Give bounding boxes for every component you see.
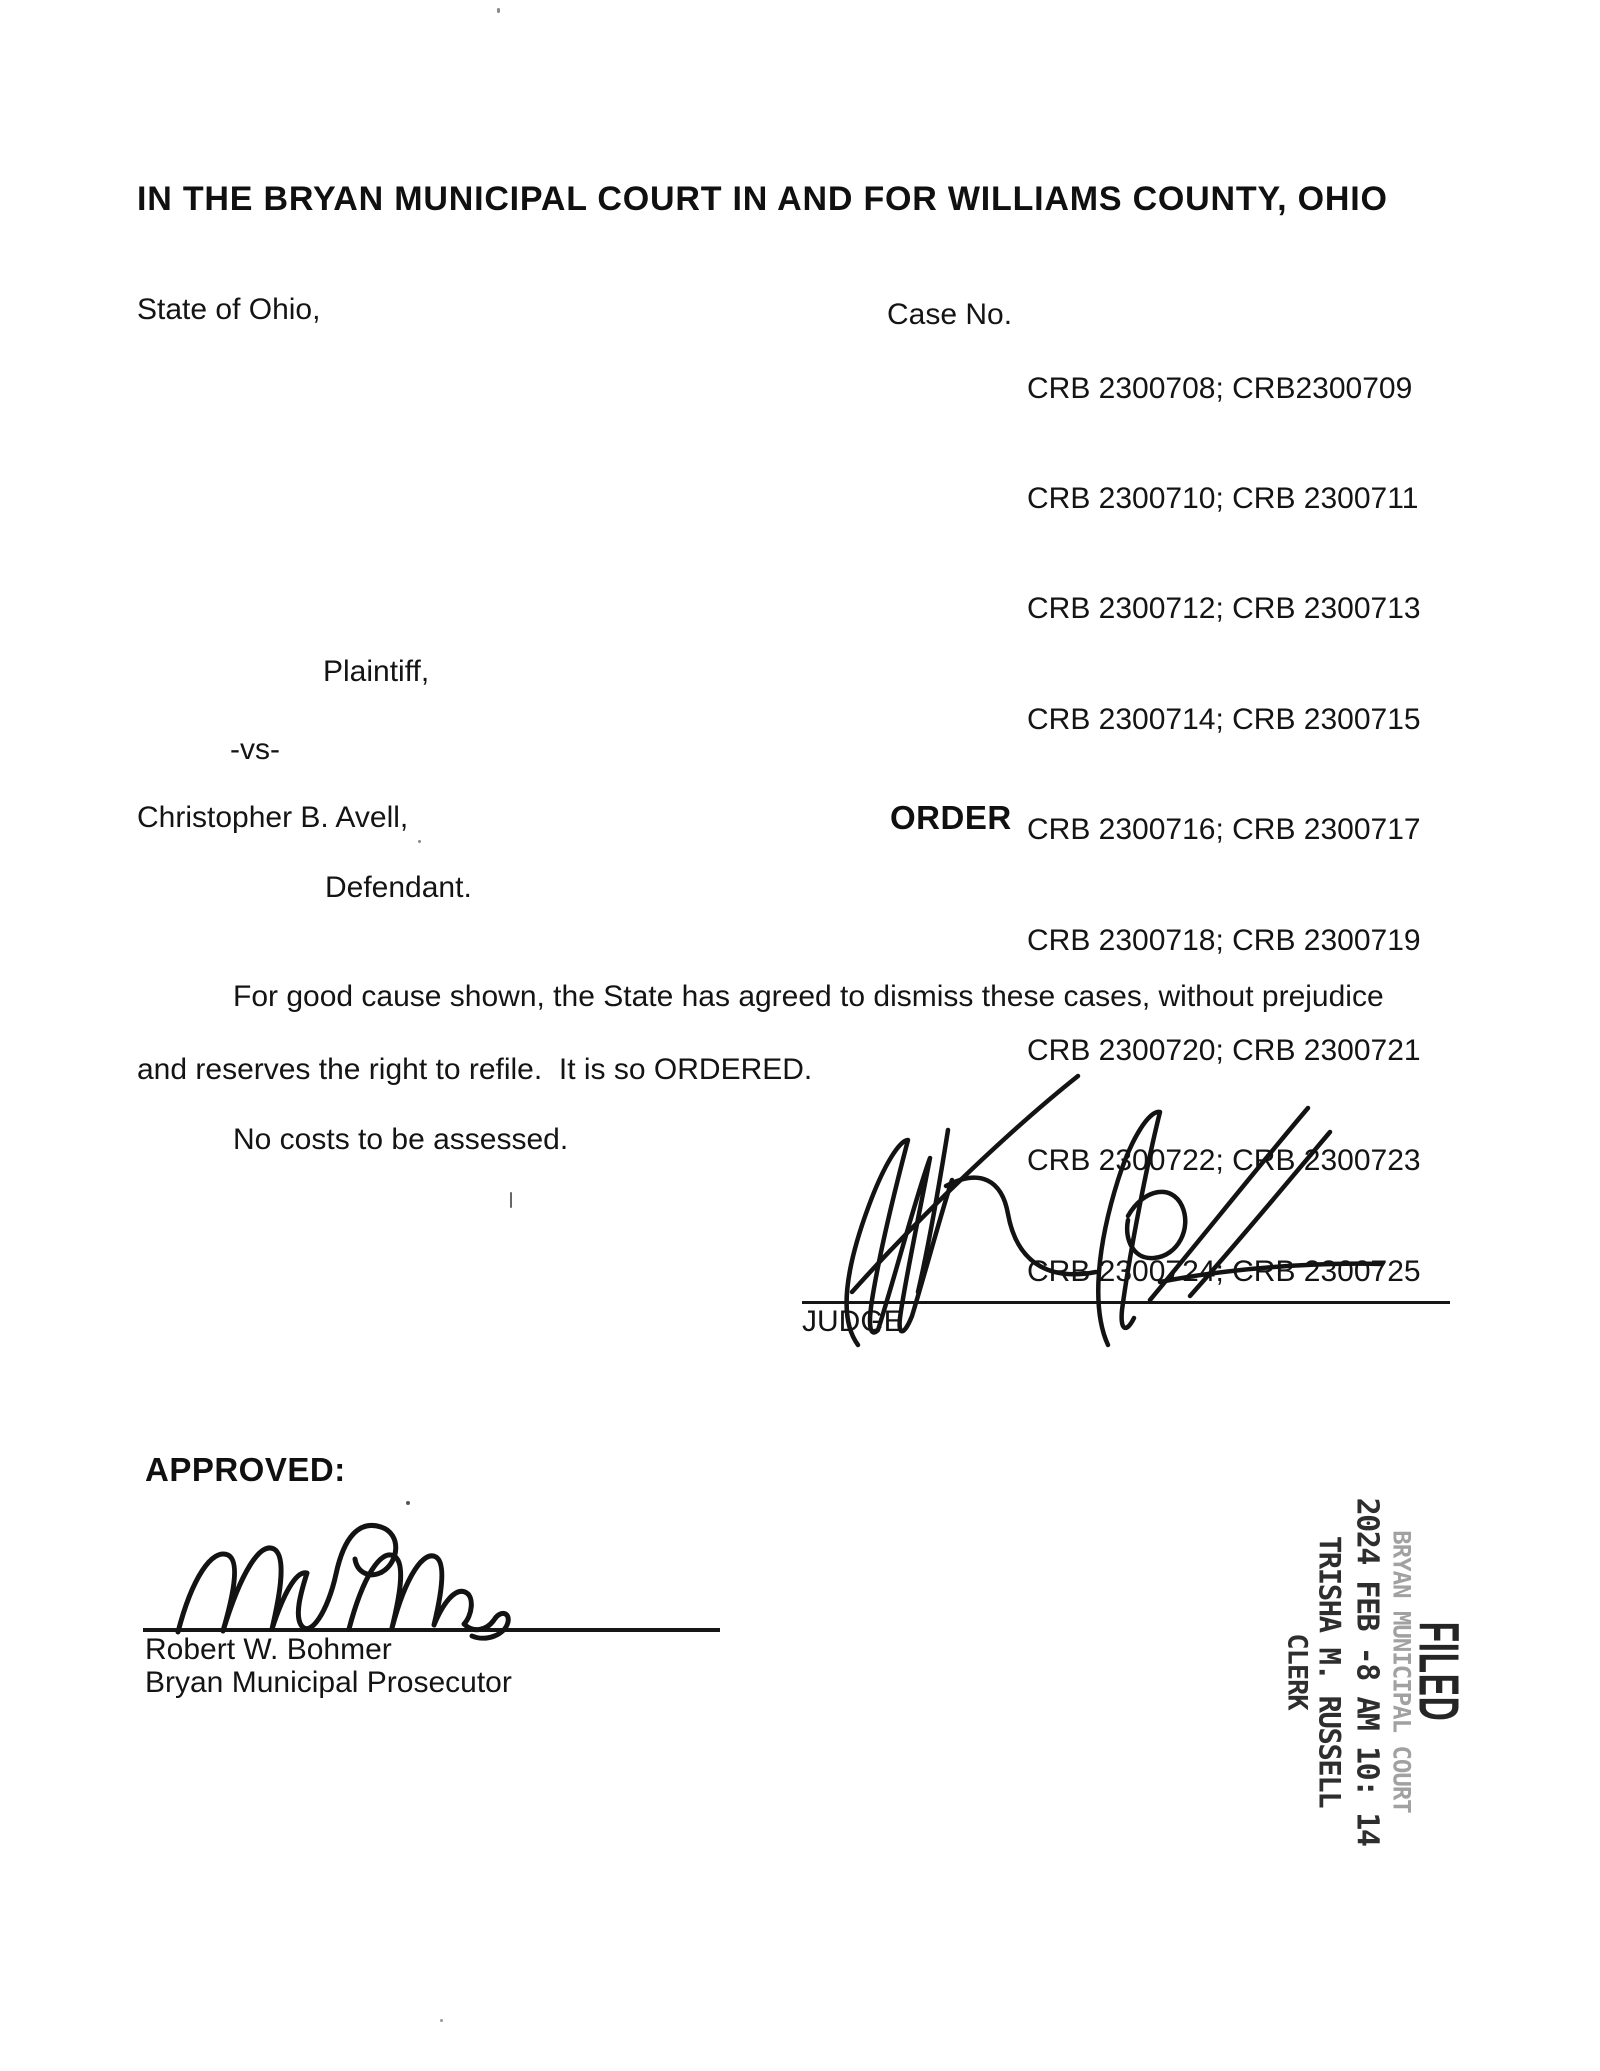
plaintiff-name: State of Ohio, (137, 293, 321, 326)
prosecutor-signature (178, 1525, 508, 1638)
case-line: CRB 2300714; CRB 2300715 (1027, 702, 1421, 736)
case-number-list (1027, 297, 1421, 1364)
prosecutor-title: Bryan Municipal Prosecutor (145, 1666, 512, 1699)
case-line: CRB 2300718; CRB 2300719 (1027, 923, 1421, 957)
body-line-1: For good cause shown, the State has agreed to dismiss these cases, without prejudice (233, 980, 1384, 1013)
stamp-clerk-title: CLERK (1281, 1633, 1313, 1710)
case-line: CRB 2300720; CRB 2300721 (1027, 1033, 1421, 1067)
stamp-filed-text: FILED (1406, 1621, 1470, 1722)
approved-label: APPROVED: (145, 1451, 346, 1488)
case-line: CRB 2300710; CRB 2300711 (1027, 481, 1419, 515)
case-line: CRB 2300722; CRB 2300723 (1027, 1144, 1421, 1178)
scan-artifact-dot (406, 1501, 410, 1505)
stamp-clerk-name: TRISHA M. RUSSELL (1312, 1535, 1347, 1808)
case-line: CRB 2300716; CRB 2300717 (1027, 813, 1421, 847)
prosecutor-name: Robert W. Bohmer (145, 1633, 392, 1666)
scan-artifact-dot (418, 840, 421, 843)
court-title: IN THE BRYAN MUNICIPAL COURT IN AND FOR WILLIAMS COUNTY, OHIO (137, 180, 1388, 218)
judge-label: JUDGE (802, 1305, 904, 1338)
defendant-role: Defendant. (325, 871, 472, 904)
order-heading: ORDER (890, 799, 1012, 836)
plaintiff-role: Plaintiff, (323, 655, 430, 688)
case-line: CRB 2300724; CRB 2300725 (1027, 1254, 1421, 1288)
stamp-date-text: 2024 FEB -8 AM 10: 14 (1349, 1497, 1385, 1846)
filed-stamp (1250, 1482, 1470, 1862)
body-line-2: and reserves the right to refile. It is so ORDERED. (137, 1053, 813, 1086)
case-number-label: Case No. (887, 298, 1013, 331)
prosecutor-signature-line (143, 1628, 720, 1632)
versus-label: -vs- (230, 733, 280, 766)
scan-artifact-tick (510, 1192, 512, 1208)
defendant-name: Christopher B. Avell, (137, 801, 409, 834)
case-line: CRB 2300712; CRB 2300713 (1027, 592, 1421, 626)
body-line-3: No costs to be assessed. (233, 1123, 569, 1156)
stamp-court-text: BRYAN MUNICIPAL COURT (1387, 1530, 1416, 1813)
scan-artifact-dot (497, 8, 500, 13)
judge-signature-line (802, 1301, 1450, 1304)
scan-artifact-dot (440, 2019, 443, 2022)
case-line: CRB 2300708; CRB2300709 (1027, 371, 1413, 405)
